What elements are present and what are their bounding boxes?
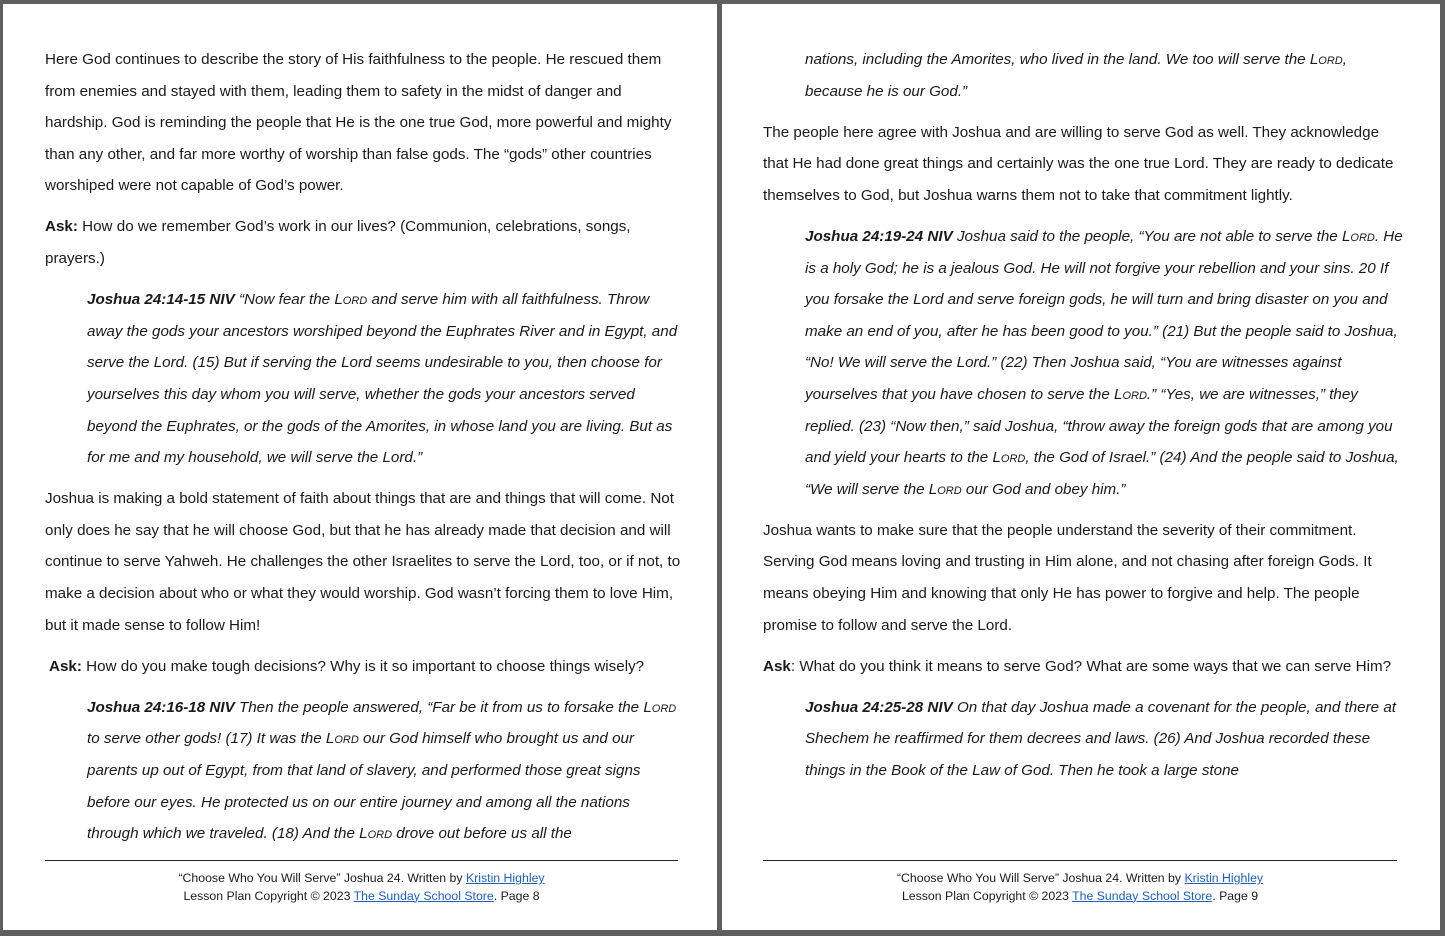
scripture-text: Joshua said to the people, “You are not able to serve the bbox=[952, 227, 1342, 245]
lord-smallcaps: Lord bbox=[992, 449, 1026, 467]
page-number: . Page 9 bbox=[1212, 888, 1259, 903]
scripture-quote bbox=[805, 692, 1408, 787]
scripture-text: drove out before us all the bbox=[392, 825, 572, 843]
paragraph: Joshua wants to make sure that the people understand the severity of their commitment. Serving God means loving and trusting in Him alone, and not chasing after foreign Gods. It means obeying Him and knowing that only He has power to forgive and help. The people promise to follow and serve the Lord. bbox=[763, 521, 1372, 634]
lord-smallcaps: Lord bbox=[643, 698, 677, 716]
footer-line-2 bbox=[45, 888, 678, 906]
scripture-text: “Now fear the bbox=[234, 291, 335, 309]
lord-smallcaps: Lord bbox=[1341, 227, 1375, 245]
scripture-reference: Joshua 24:25-28 NIV bbox=[805, 698, 953, 716]
lord-smallcaps: Lord bbox=[1309, 51, 1343, 68]
lord-smallcaps: Lord bbox=[325, 730, 359, 748]
scripture-quote bbox=[805, 221, 1408, 505]
scripture-text: nations, including the Amorites, who lived in the land. We too will serve the bbox=[805, 51, 1310, 68]
scripture-reference: Joshua 24:14-15 NIV bbox=[87, 291, 235, 309]
page-footer bbox=[45, 870, 678, 905]
ask-question bbox=[49, 651, 685, 683]
author-link[interactable]: Kristin Highley bbox=[1184, 871, 1264, 885]
lord-smallcaps: Lord bbox=[928, 480, 962, 498]
scripture-text: our God and obey him.” bbox=[961, 480, 1126, 498]
page-footer bbox=[763, 870, 1397, 905]
footer-text: “Choose Who You Will Serve” Joshua 24. Written by bbox=[896, 871, 1185, 885]
scripture-text: Then the people answered, “Far be it from us to forsake the bbox=[234, 698, 644, 716]
footer-text: Lesson Plan Copyright © 2023 bbox=[183, 888, 354, 903]
paragraph: Joshua is making a bold statement of faith about things that are and things that will come. Not only does he say that he will choose God, but that he has already made that decision and will continue to serve Yahweh. He challenges the other Israelites to serve the Lord, too, or if not, to make a decision about who or what they would worship. God wasn’t forcing them to love Him, but it made sense to follow Him! bbox=[45, 490, 681, 634]
ask-text: How do we remember God’s work in our lives? (Communion, celebrations, songs, prayers.) bbox=[45, 218, 631, 268]
footer-text: Lesson Plan Copyright © 2023 bbox=[901, 888, 1073, 903]
lord-smallcaps: Lord bbox=[334, 291, 368, 309]
scripture-text: to serve other gods! (17) It was the bbox=[87, 730, 326, 748]
footer-line-1 bbox=[45, 870, 678, 888]
scripture-quote bbox=[87, 284, 685, 474]
page-8-content bbox=[45, 44, 685, 859]
ask-label: Ask: bbox=[45, 218, 78, 236]
ask-text: : What do you think it means to serve God? What are some ways that we can serve Him? bbox=[790, 657, 1392, 675]
footer-line-1 bbox=[763, 870, 1397, 888]
scripture-text: .” “Yes, we are witnesses,” they replied. (23) “Now then,” said Joshua, “throw away the foreign gods that are among you and yield your hearts to the bbox=[805, 385, 1393, 467]
footer-line-2 bbox=[763, 888, 1397, 906]
lord-smallcaps: Lord bbox=[359, 825, 393, 843]
page-9-content bbox=[763, 44, 1408, 796]
store-link[interactable]: The Sunday School Store bbox=[1072, 888, 1213, 903]
scripture-text: , the God of Israel.” (24) And the people said to Joshua, “We will serve the bbox=[805, 449, 1399, 498]
scripture-text: and serve him with all faithfulness. Throw away the gods your ancestors worshiped beyond the Euphrates River and in Egypt, and serve the Lord. (15) But if serving the Lord seems undesirable to you, then choose for yourselves this day whom you will serve, whether the gods your ancestors served beyond the Euphrates, or the gods of the Amorites, in whose land you are living. But as for me and my household, we will serve the Lord.” bbox=[87, 291, 678, 467]
scripture-text: our God himself who brought us and our parents up out of Egypt, from that land of slavery, and performed those great signs before our eyes. He protected us on our entire journey and among all the nations through which we traveled. (18) And the bbox=[87, 730, 641, 843]
paragraph: Here God continues to describe the story of His faithfulness to the people. He rescued them from enemies and stayed with them, leading them to safety in the midst of danger and hardship. God is reminding the people that He is the one true God, more powerful and mighty than any other, and far more worthy of worship than false gods. The “gods” other countries worshiped were not capable of God’s power. bbox=[45, 51, 672, 195]
page-8 bbox=[3, 4, 717, 930]
scripture-text: . He is a holy God; he is a jealous God. He will not forgive your rebellion and your sins. 20 If you forsake the Lord and serve foreign gods, he will turn and bring disaster on you and make an end of you, after he has been good to you.” (21) But the people said to Joshua, “No! We will serve the Lord.” (22) Then Joshua said, “You are witnesses against yourselves that you have chosen to serve the bbox=[805, 227, 1403, 403]
scripture-text: , because he is our God.” bbox=[805, 51, 1347, 100]
footer-divider bbox=[45, 860, 678, 861]
author-link[interactable]: Kristin Highley bbox=[465, 871, 545, 885]
scripture-text: On that day Joshua made a covenant for the people, and there at Shechem he reaffirmed for them decrees and laws. (26) And Joshua recorded these things in the Book of the Law of God. Then he took a large stone bbox=[805, 698, 1397, 779]
ask-label: Ask: bbox=[49, 657, 82, 675]
lord-smallcaps: Lord bbox=[1114, 385, 1147, 403]
page-number: . Page 8 bbox=[493, 888, 540, 903]
page-9 bbox=[722, 4, 1440, 930]
footer-divider bbox=[763, 860, 1397, 861]
paragraph: The people here agree with Joshua and are willing to serve God as well. They acknowledge that He had done great things and certainly was the one true Lord. They are ready to dedicate themselves to God, but Joshua warns them not to take that commitment lightly. bbox=[763, 123, 1394, 204]
ask-text: How do you make tough decisions? Why is it so important to choose things wisely? bbox=[81, 657, 645, 675]
scripture-reference: Joshua 24:19-24 NIV bbox=[805, 227, 953, 245]
ask-label: Ask bbox=[763, 657, 791, 675]
ask-question bbox=[763, 651, 1408, 683]
footer-text: “Choose Who You Will Serve” Joshua 24. Written by bbox=[178, 871, 466, 885]
scripture-quote bbox=[87, 692, 685, 850]
store-link[interactable]: The Sunday School Store bbox=[353, 888, 494, 903]
scripture-quote-continued bbox=[805, 44, 1408, 107]
scripture-reference: Joshua 24:16-18 NIV bbox=[87, 698, 235, 716]
ask-question bbox=[45, 211, 685, 274]
